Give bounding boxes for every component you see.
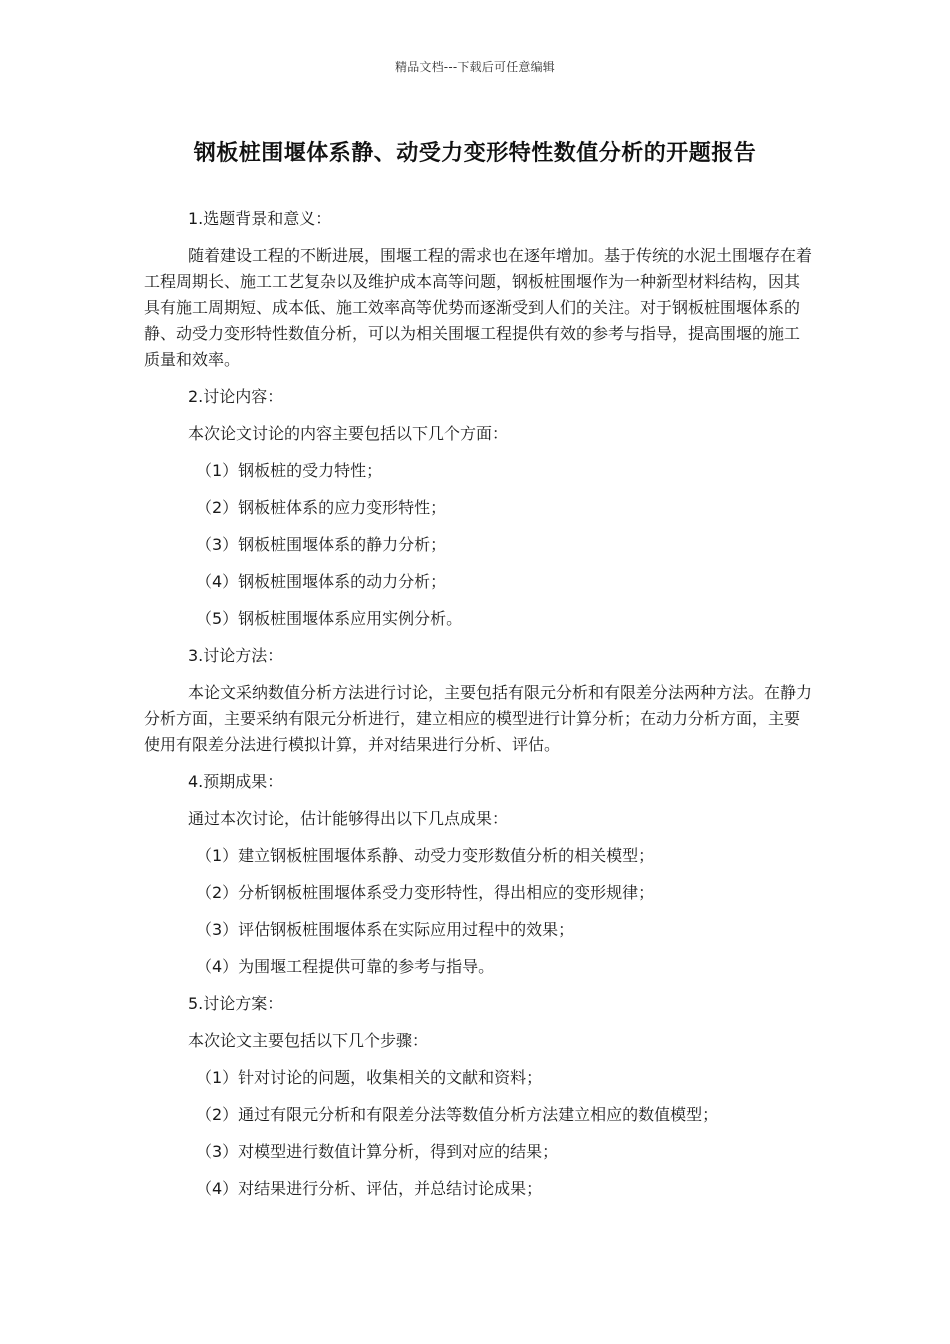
list-item: （5）钢板桩围堰体系应用实例分析。 xyxy=(196,609,463,628)
list-item: （2）通过有限元分析和有限差分法等数值分析方法建立相应的数值模型； xyxy=(196,1105,719,1124)
list-item: （2）分析钢板桩围堰体系受力变形特性，得出相应的变形规律； xyxy=(196,883,655,902)
section-4-intro: 通过本次讨论，估计能够得出以下几点成果： xyxy=(188,809,509,828)
list-item: （3）评估钢板桩围堰体系在实际应用过程中的效果； xyxy=(196,920,575,939)
list-item: （4）为围堰工程提供可靠的参考与指导。 xyxy=(196,957,495,976)
section-2-heading: 2.讨论内容： xyxy=(188,387,284,406)
section-1-paragraph: 随着建设工程的不断进展，围堰工程的需求也在逐年增加。基于传统的水泥土围堰存在着工程周期长、施工工艺复杂以及维护成本高等问题，钢板桩围堰作为一种新型材料结构，因其具有施工周期短、成本低、施工效率高等优势而逐渐受到人们的关注。对于钢板桩围堰体系的静、动受力变形特性数值分析，可以为相关围堰工程提供有效的参考与指导，提高围堰的施工质量和效率。 xyxy=(144,246,813,369)
section-5-intro: 本次论文主要包括以下几个步骤： xyxy=(188,1031,429,1050)
list-item: （2）钢板桩体系的应力变形特性； xyxy=(196,498,447,517)
section-3-heading: 3.讨论方法： xyxy=(188,646,284,665)
section-3-paragraph: 本论文采纳数值分析方法进行讨论，主要包括有限元分析和有限差分法两种方法。在静力分析方面，主要采纳有限元分析进行，建立相应的模型进行计算分析；在动力分析方面，主要使用有限差分法进行模拟计算，并对结果进行分析、评估。 xyxy=(144,683,813,754)
document-body xyxy=(144,206,814,1213)
list-item: （1）钢板桩的受力特性； xyxy=(196,461,383,480)
list-item: （3）钢板桩围堰体系的静力分析； xyxy=(196,535,447,554)
list-item: （4）对结果进行分析、评估，并总结讨论成果； xyxy=(196,1179,543,1198)
section-2-intro: 本次论文讨论的内容主要包括以下几个方面： xyxy=(188,424,509,443)
list-item: （3）对模型进行数值计算分析，得到对应的结果； xyxy=(196,1142,559,1161)
section-4-heading: 4.预期成果： xyxy=(188,772,284,791)
list-item: （1）针对讨论的问题，收集相关的文献和资料； xyxy=(196,1068,543,1087)
list-item: （4）钢板桩围堰体系的动力分析； xyxy=(196,572,447,591)
header-note: 精品文档---下载后可任意编辑 xyxy=(395,60,555,74)
list-item: （1）建立钢板桩围堰体系静、动受力变形数值分析的相关模型； xyxy=(196,846,655,865)
section-1-heading: 1.选题背景和意义： xyxy=(188,209,332,228)
section-5-heading: 5.讨论方案： xyxy=(188,994,284,1013)
document-title: 钢板桩围堰体系静、动受力变形特性数值分析的开题报告 xyxy=(193,141,757,166)
